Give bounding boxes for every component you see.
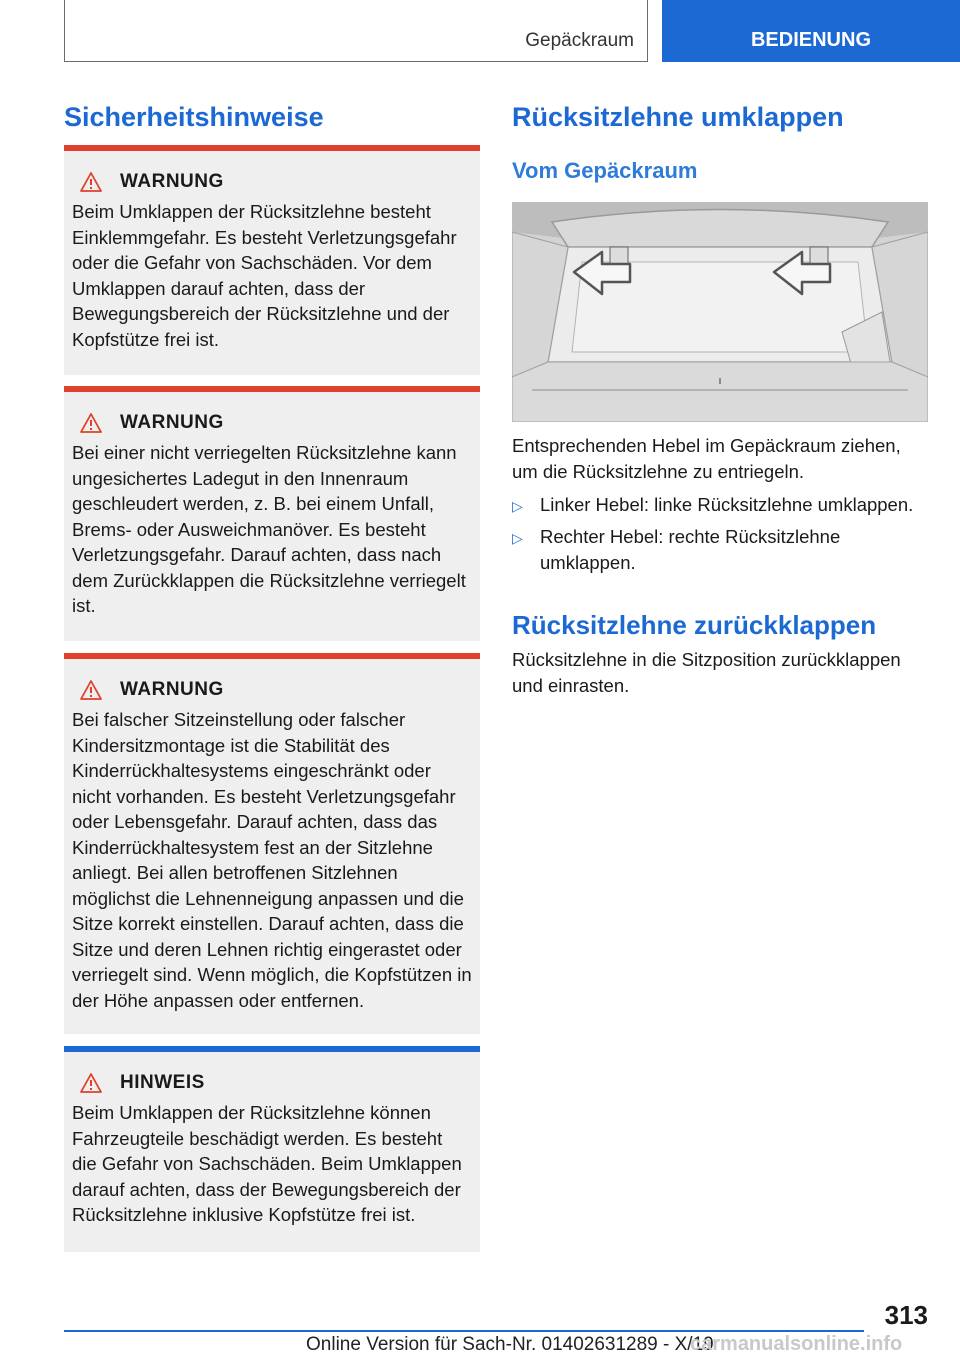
warning-text-2: Bei einer nicht verriegelten Rücksitzlehne kann ungesichertes Ladegut in den Innenraum geschleudert werden, z. B. bei einem Unfall, Brems- oder Ausweichmanöver. Es besteht Verletzungsgefahr. Darauf achten, dass nach dem Zurückklappen die Rücksitzlehne verriegelt ist. [72, 442, 466, 616]
header-chapter-tab[interactable]: BEDIENUNG [662, 0, 960, 62]
warning-title-2 [80, 412, 472, 434]
warning-label-1: WARNUNG [120, 171, 224, 192]
intro-paragraph: Entsprechenden Hebel im Gepäckraum ziehen, um die Rücksitzlehne zu entriegeln. [512, 435, 901, 482]
header-section-title: Gepäckraum [525, 30, 634, 51]
warning-triangle-icon [80, 680, 102, 700]
notice-text: Beim Umklappen der Rücksitzlehne können Fahrzeugteile beschädigt werden. Es besteht die Gefahr von Sachschäden. Beim Umklappen darauf achten, dass der Bewegungsbereich der Rücksitzlehne inklusive Kopfstütze frei ist. [72, 1102, 462, 1225]
notice-title [80, 1072, 472, 1094]
warning-title-3 [80, 679, 472, 701]
warning-box-1 [64, 145, 480, 375]
notice-triangle-icon [80, 1073, 102, 1093]
from-trunk-subheading: Vom Gepäckraum [512, 158, 698, 183]
warning-triangle-icon [80, 413, 102, 433]
trunk-illustration [512, 202, 928, 422]
warning-label-3: WARNUNG [120, 679, 224, 700]
fold-back-paragraph: Rücksitzlehne in die Sitzposition zurückklappen und einrasten. [512, 649, 901, 696]
bullet-triangle-icon: ▷ [512, 498, 523, 514]
notice-label: HINWEIS [120, 1072, 205, 1093]
notice-box [64, 1046, 480, 1252]
warning-box-3 [64, 653, 480, 1034]
footer-online-version: Online Version für Sach-Nr. 01402631289 - X/19 [306, 1334, 714, 1355]
footer-divider [64, 1330, 864, 1332]
page-number: 313 [884, 1300, 928, 1330]
warning-box-2 [64, 386, 480, 641]
warning-text-3: Bei falscher Sitzeinstellung oder falscher Kindersitzmontage ist die Stabilität des Kinderrückhaltesystems eingeschränkt oder nicht vorhanden. Es besteht Verletzungsgefahr oder Lebensgefahr. Darauf achten, dass das Kinderrückhaltesystem fest an der Sitzlehne anliegt. Bei allen betroffenen Sitzlehnen möglichst die Lehnenneigung anpassen und die Sitze korrekt einstellen. Darauf achten, dass die Sitze und deren Lehnen richtig eingerastet oder verriegelt sind. Wenn möglich, die Kopfstützen in der Höhe anpassen oder entfernen. [72, 709, 472, 1011]
list-item-text: Linker Hebel: linke Rücksitzlehne umklappen. [540, 494, 914, 515]
fold-seat-heading: Rücksitzlehne umklappen [512, 102, 844, 132]
warning-triangle-icon [80, 172, 102, 192]
fold-back-heading: Rücksitzlehne zurückklappen [512, 610, 877, 640]
warning-title-1 [80, 171, 472, 193]
list-item [512, 524, 928, 575]
footer-watermark: carmanualsonline.info [690, 1333, 903, 1355]
warning-label-2: WARNUNG [120, 412, 224, 433]
bullet-triangle-icon: ▷ [512, 530, 523, 546]
safety-heading: Sicherheitshinweise [64, 102, 324, 132]
list-item-text: Rechter Hebel: rechte Rücksitzlehne umklappen. [540, 526, 841, 573]
warning-text-1: Beim Umklappen der Rücksitzlehne besteht Einklemmgefahr. Es besteht Verletzungsgefahr oder die Gefahr von Sachschäden. Vor dem Umklappen darauf achten, dass der Bewegungsbereich der Rücksitzlehne und der Kopfstütze frei ist. [72, 201, 457, 350]
list-item [512, 492, 928, 520]
